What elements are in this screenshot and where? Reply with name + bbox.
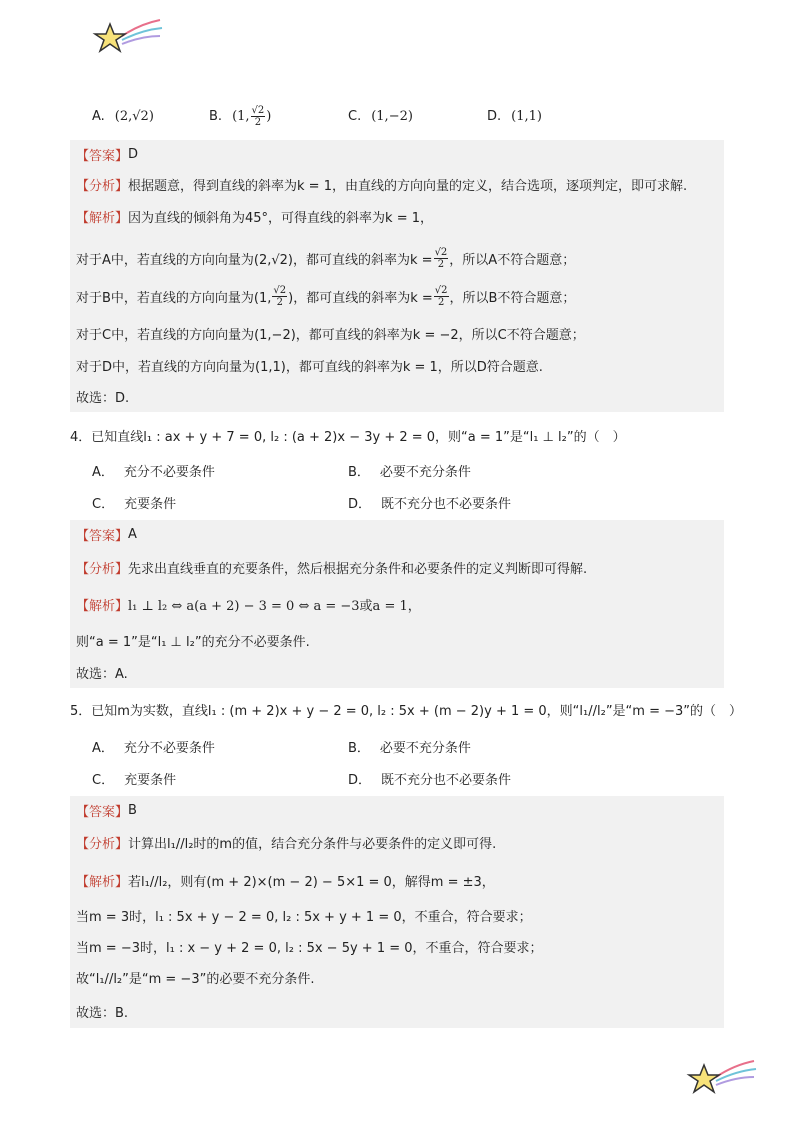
q3-option-a: A. (2,√2) — [92, 108, 154, 124]
question-4-stem: 4．已知直线l₁ : ax + y + 7 = 0, l₂ : (a + 2)x − 3y + 2 = 0，则“a = 1”是“l₁ ⊥ l₂”的（ ） — [70, 429, 626, 445]
analysis-line: 【分析】 先求出直线垂直的充要条件，然后根据充分条件和必要条件的定义判断即可得解. — [76, 561, 588, 577]
analysis-line: 【分析】 根据题意，得到直线的斜率为k = 1，由直线的方向向量的定义，结合选项，逐项判定，即可求解. — [76, 178, 688, 194]
q3-solution-box — [70, 140, 724, 412]
solution-line-2: 则“a = 1”是“l₁ ⊥ l₂”的充分不必要条件. — [76, 634, 310, 650]
solution-line-c: 对于C中，若直线的方向向量为(1,−2)，都可直线的斜率为k = −2，所以C不符合题意； — [76, 327, 585, 343]
fraction: $\frac{√2}{2}$ — [434, 246, 448, 270]
q4-option-d: D． 既不充分也不必要条件 — [348, 496, 512, 512]
q3-option-c: C. (1,−2) — [348, 108, 413, 124]
choose-line: 故选：A. — [76, 666, 128, 682]
answer-line: 【答案】 A — [76, 526, 137, 544]
q3-options — [92, 103, 732, 129]
answer-line: 【答案】 D — [76, 146, 139, 164]
q3-option-b: B. (1, $\frac{√2}{2}$ ) — [209, 104, 272, 128]
q5-solution-box — [70, 796, 724, 1028]
q4-solution-box — [70, 520, 724, 688]
solution-line: 【解析】 若l₁//l₂，则有(m + 2)×(m − 2) − 5×1 = 0，解得m = ±3， — [76, 874, 495, 890]
shooting-star-icon — [686, 1057, 758, 1099]
fraction: $\frac{√2}{2}$ — [434, 284, 448, 308]
choose-line: 故选：D. — [76, 390, 130, 406]
choose-line: 故选：B. — [76, 1005, 129, 1021]
q5-option-d: D． 既不充分也不必要条件 — [348, 772, 512, 788]
analysis-line: 【分析】 计算出l₁//l₂时的m的值，结合充分条件与必要条件的定义即可得. — [76, 836, 497, 852]
fraction: $\frac{√2}{2}$ — [273, 284, 287, 308]
q4-option-a: A． 充分不必要条件 — [92, 464, 215, 480]
solution-line-a: 对于A中，若直线的方向向量为(2,√2)，都可直线的斜率为k = $\frac{√2}{2}$ ，所以A不符合题意； — [76, 246, 576, 270]
solution-line-2: 当m = 3时，l₁ : 5x + y − 2 = 0, l₂ : 5x + y + 1 = 0，不重合，符合要求； — [76, 909, 532, 925]
fraction: $\frac{√2}{2}$ — [251, 104, 265, 128]
question-5-stem: 5．已知m为实数，直线l₁ : (m + 2)x + y − 2 = 0, l₂ : 5x + (m − 2)y + 1 = 0，则“l₁//l₂”是“m = −3”的（ ） — [70, 703, 743, 719]
q4-option-b: B． 必要不充分条件 — [348, 464, 471, 480]
q3-option-d: D. (1,1) — [487, 108, 542, 124]
q5-option-a: A． 充分不必要条件 — [92, 740, 215, 756]
solution-line-4: 故“l₁//l₂”是“m = −3”的必要不充分条件. — [76, 971, 315, 987]
solution-line: 【解析】 l₁ ⊥ l₂ ⇔ a(a + 2) − 3 = 0 ⇔ a = −3或a = 1， — [76, 598, 421, 614]
q4-option-c: C． 充要条件 — [92, 496, 177, 512]
answer-line: 【答案】 B — [76, 802, 137, 820]
q5-option-c: C． 充要条件 — [92, 772, 177, 788]
solution-line: 【解析】 因为直线的倾斜角为45°，可得直线的斜率为k = 1， — [76, 210, 434, 226]
solution-line-d: 对于D中，若直线的方向向量为(1,1)，都可直线的斜率为k = 1，所以D符合题意. — [76, 359, 543, 375]
solution-line-3: 当m = −3时，l₁ : x − y + 2 = 0, l₂ : 5x − 5y + 1 = 0，不重合，符合要求； — [76, 940, 543, 956]
q5-option-b: B． 必要不充分条件 — [348, 740, 471, 756]
shooting-star-icon — [92, 16, 164, 58]
solution-line-b: 对于B中，若直线的方向向量为(1, $\frac{√2}{2}$ )，都可直线的斜率为k = $\frac{√2}{2}$ ，所以B不符合题意； — [76, 284, 576, 308]
